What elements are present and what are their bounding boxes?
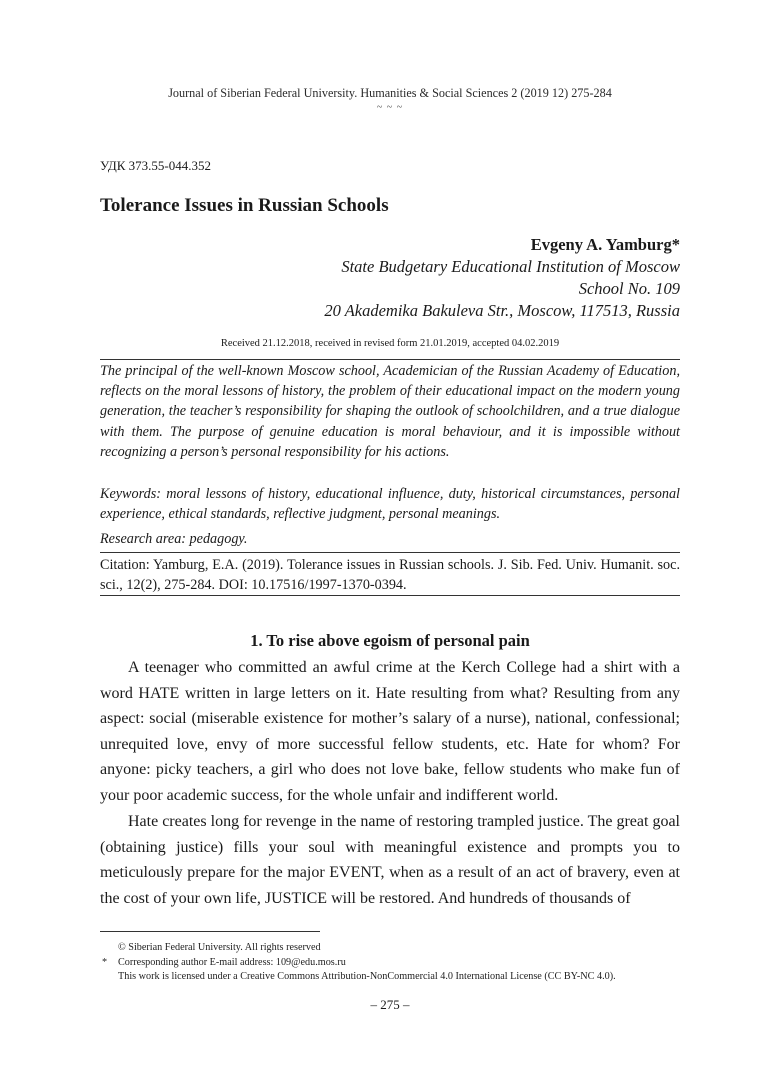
footnote-asterisk: *: [102, 956, 108, 968]
abstract: The principal of the well-known Moscow school, Academician of the Russian Academy of Education, reflects on the moral lessons of history, the problem of their educational impact on the modern young generation, the teacher’s responsibility for shaping the outlook of schoolchildren, and a true dialogue with them. The purpose of genuine education is moral behaviour, and it is impossible without recognizing a person’s personal responsibility for his actions.: [100, 363, 680, 460]
section-heading: 1. To rise above egoism of personal pain: [250, 631, 530, 650]
footnote-corresponding: [100, 956, 700, 971]
footnote-rule: [100, 931, 320, 932]
body-paragraph: Hate creates long for revenge in the name of restoring trampled justice. The great goal (obtaining justice) fills your soul with meaningful existence and prompts you to meticulously prepare for the major EVENT, when as a result of an act of bravery, even at the cost of your own life, JUSTICE will be restored. And hundreds of thousands of: [100, 813, 680, 907]
udk-code: УДК 373.55-044.352: [100, 158, 212, 173]
page-number: – 275 –: [370, 997, 410, 1012]
citation: Citation: Yamburg, E.A. (2019). Tolerance issues in Russian schools. J. Sib. Fed. Univ. Humanit. soc. sci., 12(2), 275-284. DOI: 10.17516/1997-1370-0394.: [100, 557, 680, 594]
running-head: Journal of Siberian Federal University. Humanities & Social Sciences 2 (2019 12) 275-284: [168, 86, 612, 100]
author-name: Evgeny A. Yamburg*: [530, 235, 680, 254]
received-dates: Received 21.12.2018, received in revised form 21.01.2019, accepted 04.02.2019: [220, 338, 560, 349]
affiliation-line: 20 Akademika Bakuleva Str., Moscow, 117513, Russia: [324, 301, 680, 320]
corresponding-author-email: Corresponding author E-mail address: 109@edu.mos.ru: [118, 956, 346, 968]
keywords: Keywords: moral lessons of history, educational influence, duty, historical circumstances, personal experience, ethical standards, reflective judgment, personal meanings.: [100, 486, 680, 523]
citation-bottom-rule: [100, 595, 680, 596]
copyright-text: © Siberian Federal University. All rights reserved: [118, 942, 321, 953]
affiliation-line: School No. 109: [578, 279, 680, 298]
body-paragraph: A teenager who committed an awful crime at the Kerch College had a shirt with a word HATE written in large letters on it. Hate resulting from what? Resulting from any aspect: social (miserable existence for mother’s salary of a nurse), national, confessional; unrequited love, envy of more successful fellow students, etc. Hate for whom? For anyone: picky teachers, a girl who does not love bake, fellow students who make fun of your poor academic success, for the whole unfair and indifferent world.: [100, 659, 680, 804]
citation-top-rule: [100, 552, 680, 553]
affiliation-line: State Budgetary Educational Institution of Moscow: [341, 257, 680, 276]
research-area: Research area: pedagogy.: [100, 531, 248, 547]
author-block: [324, 234, 680, 322]
footnote-license: [100, 970, 700, 985]
license-text: This work is licensed under a Creative Commons Attribution-NonCommercial 4.0 International License (CC BY-NC 4.0).: [118, 971, 616, 982]
article-title: Tolerance Issues in Russian Schools: [100, 195, 389, 216]
footnotes: [100, 941, 700, 985]
footnote-copyright: [100, 941, 700, 956]
header-separator: ~ ~ ~: [376, 102, 404, 113]
abstract-top-rule: [100, 359, 680, 360]
